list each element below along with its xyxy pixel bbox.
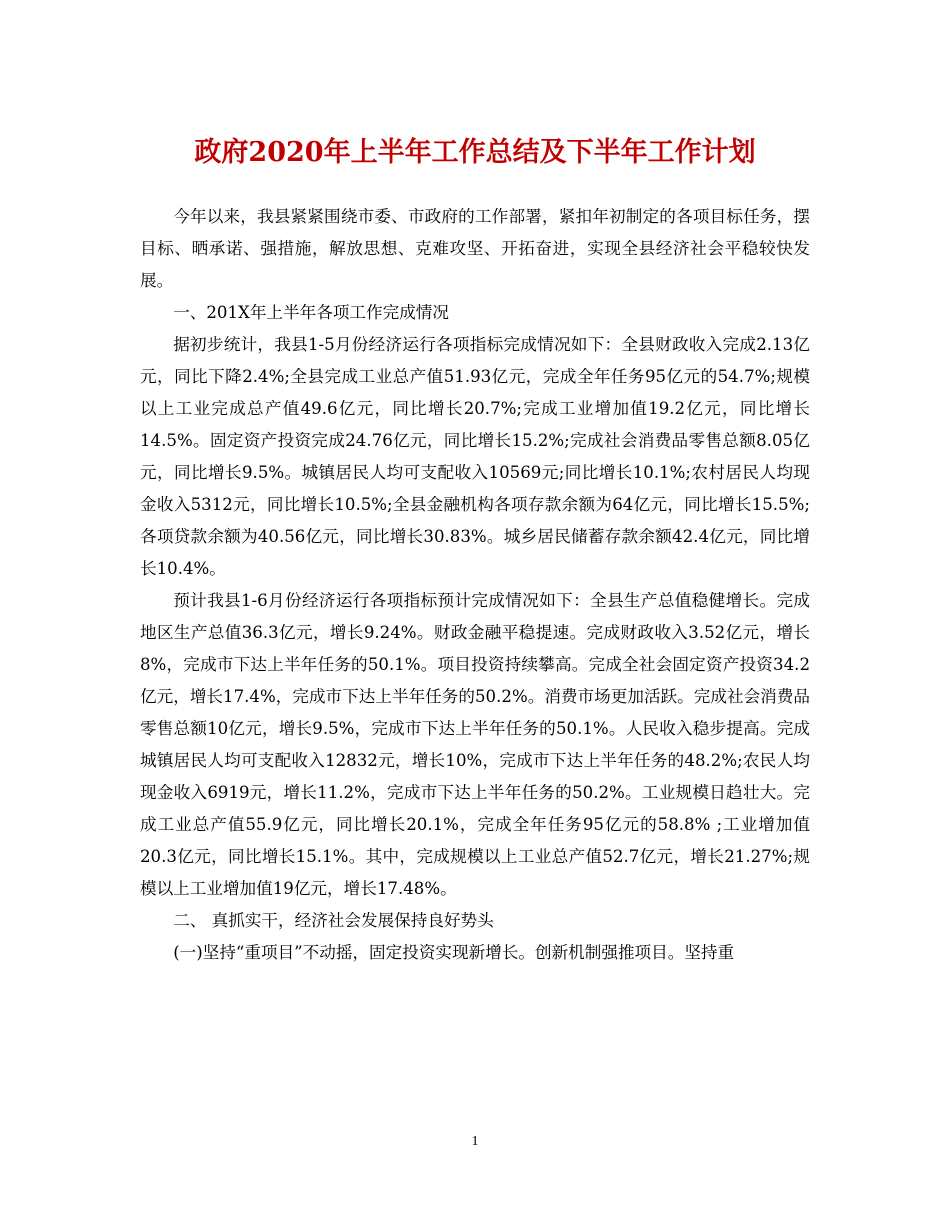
- paragraph-stats-1-5: 据初步统计，我县1-5月份经济运行各项指标完成情况如下：全县财政收入完成2.13亿元，同比下降2.4%;全县完成工业总产值51.93亿元，完成全年任务95亿元的54.7%;规模以上工业完成总产值49.6亿元，同比增长20.7%;完成工业增加值19.2亿元，同比增长14.5%。固定资产投资完成24.76亿元，同比增长15.2%;完成社会消费品零售总额8.05亿元，同比增长9.5%。城镇居民人均可支配收入10569元;同比增长10.1%;农村居民人均现金收入5312元，同比增长10.5%;全县金融机构各项存款余额为64亿元，同比增长15.5%;各项贷款余额为40.56亿元，同比增长30.83%。城乡居民储蓄存款余额42.4亿元，同比增长10.4%。: [140, 335, 810, 578]
- paragraph-forecast-1-6: 预计我县1-6月份经济运行各项指标预计完成情况如下：全县生产总值稳健增长。完成地区生产总值36.3亿元，增长9.24%。财政金融平稳提速。完成财政收入3.52亿元，增长8%，完成市下达上半年任务的50.1%。项目投资持续攀高。完成全社会固定资产投资34.2亿元，增长17.4%，完成市下达上半年任务的50.2%。消费市场更加活跃。完成社会消费品零售总额10亿元，增长9.5%，完成市下达上半年任务的50.1%。人民收入稳步提高。完成城镇居民人均可支配收入12832元，增长10%，完成市下达上半年任务的48.2%;农民人均现金收入6919元，增长11.2%，完成市下达上半年任务的50.2%。工业规模日趋壮大。完成工业总产值55.9亿元，同比增长20.1%，完成全年任务95亿元的58.8% ;工业增加值20.3亿元，同比增长15.1%。其中，完成规模以上工业总产值52.7亿元，增长21.27%;规模以上工业增加值19亿元，增长17.48%。: [140, 591, 810, 898]
- section-heading-1: 一、201X年上半年各项工作完成情况: [173, 303, 449, 322]
- document-body: [140, 201, 810, 969]
- section-heading-2: 二、 真抓实干，经济社会发展保持良好势头: [173, 911, 494, 930]
- page-number: 1: [471, 1134, 479, 1149]
- subsection-paragraph-1: (一)坚持“重项目”不动摇，固定投资实现新增长。创新机制强推项目。坚持重: [173, 943, 735, 962]
- document-title: 政府2020年上半年工作总结及下半年工作计划: [194, 137, 756, 168]
- intro-paragraph: 今年以来，我县紧紧围绕市委、市政府的工作部署，紧扣年初制定的各项目标任务，摆目标、晒承诺、强措施，解放思想、克难攻坚、开拓奋进，实现全县经济社会平稳较快发展。: [140, 207, 810, 290]
